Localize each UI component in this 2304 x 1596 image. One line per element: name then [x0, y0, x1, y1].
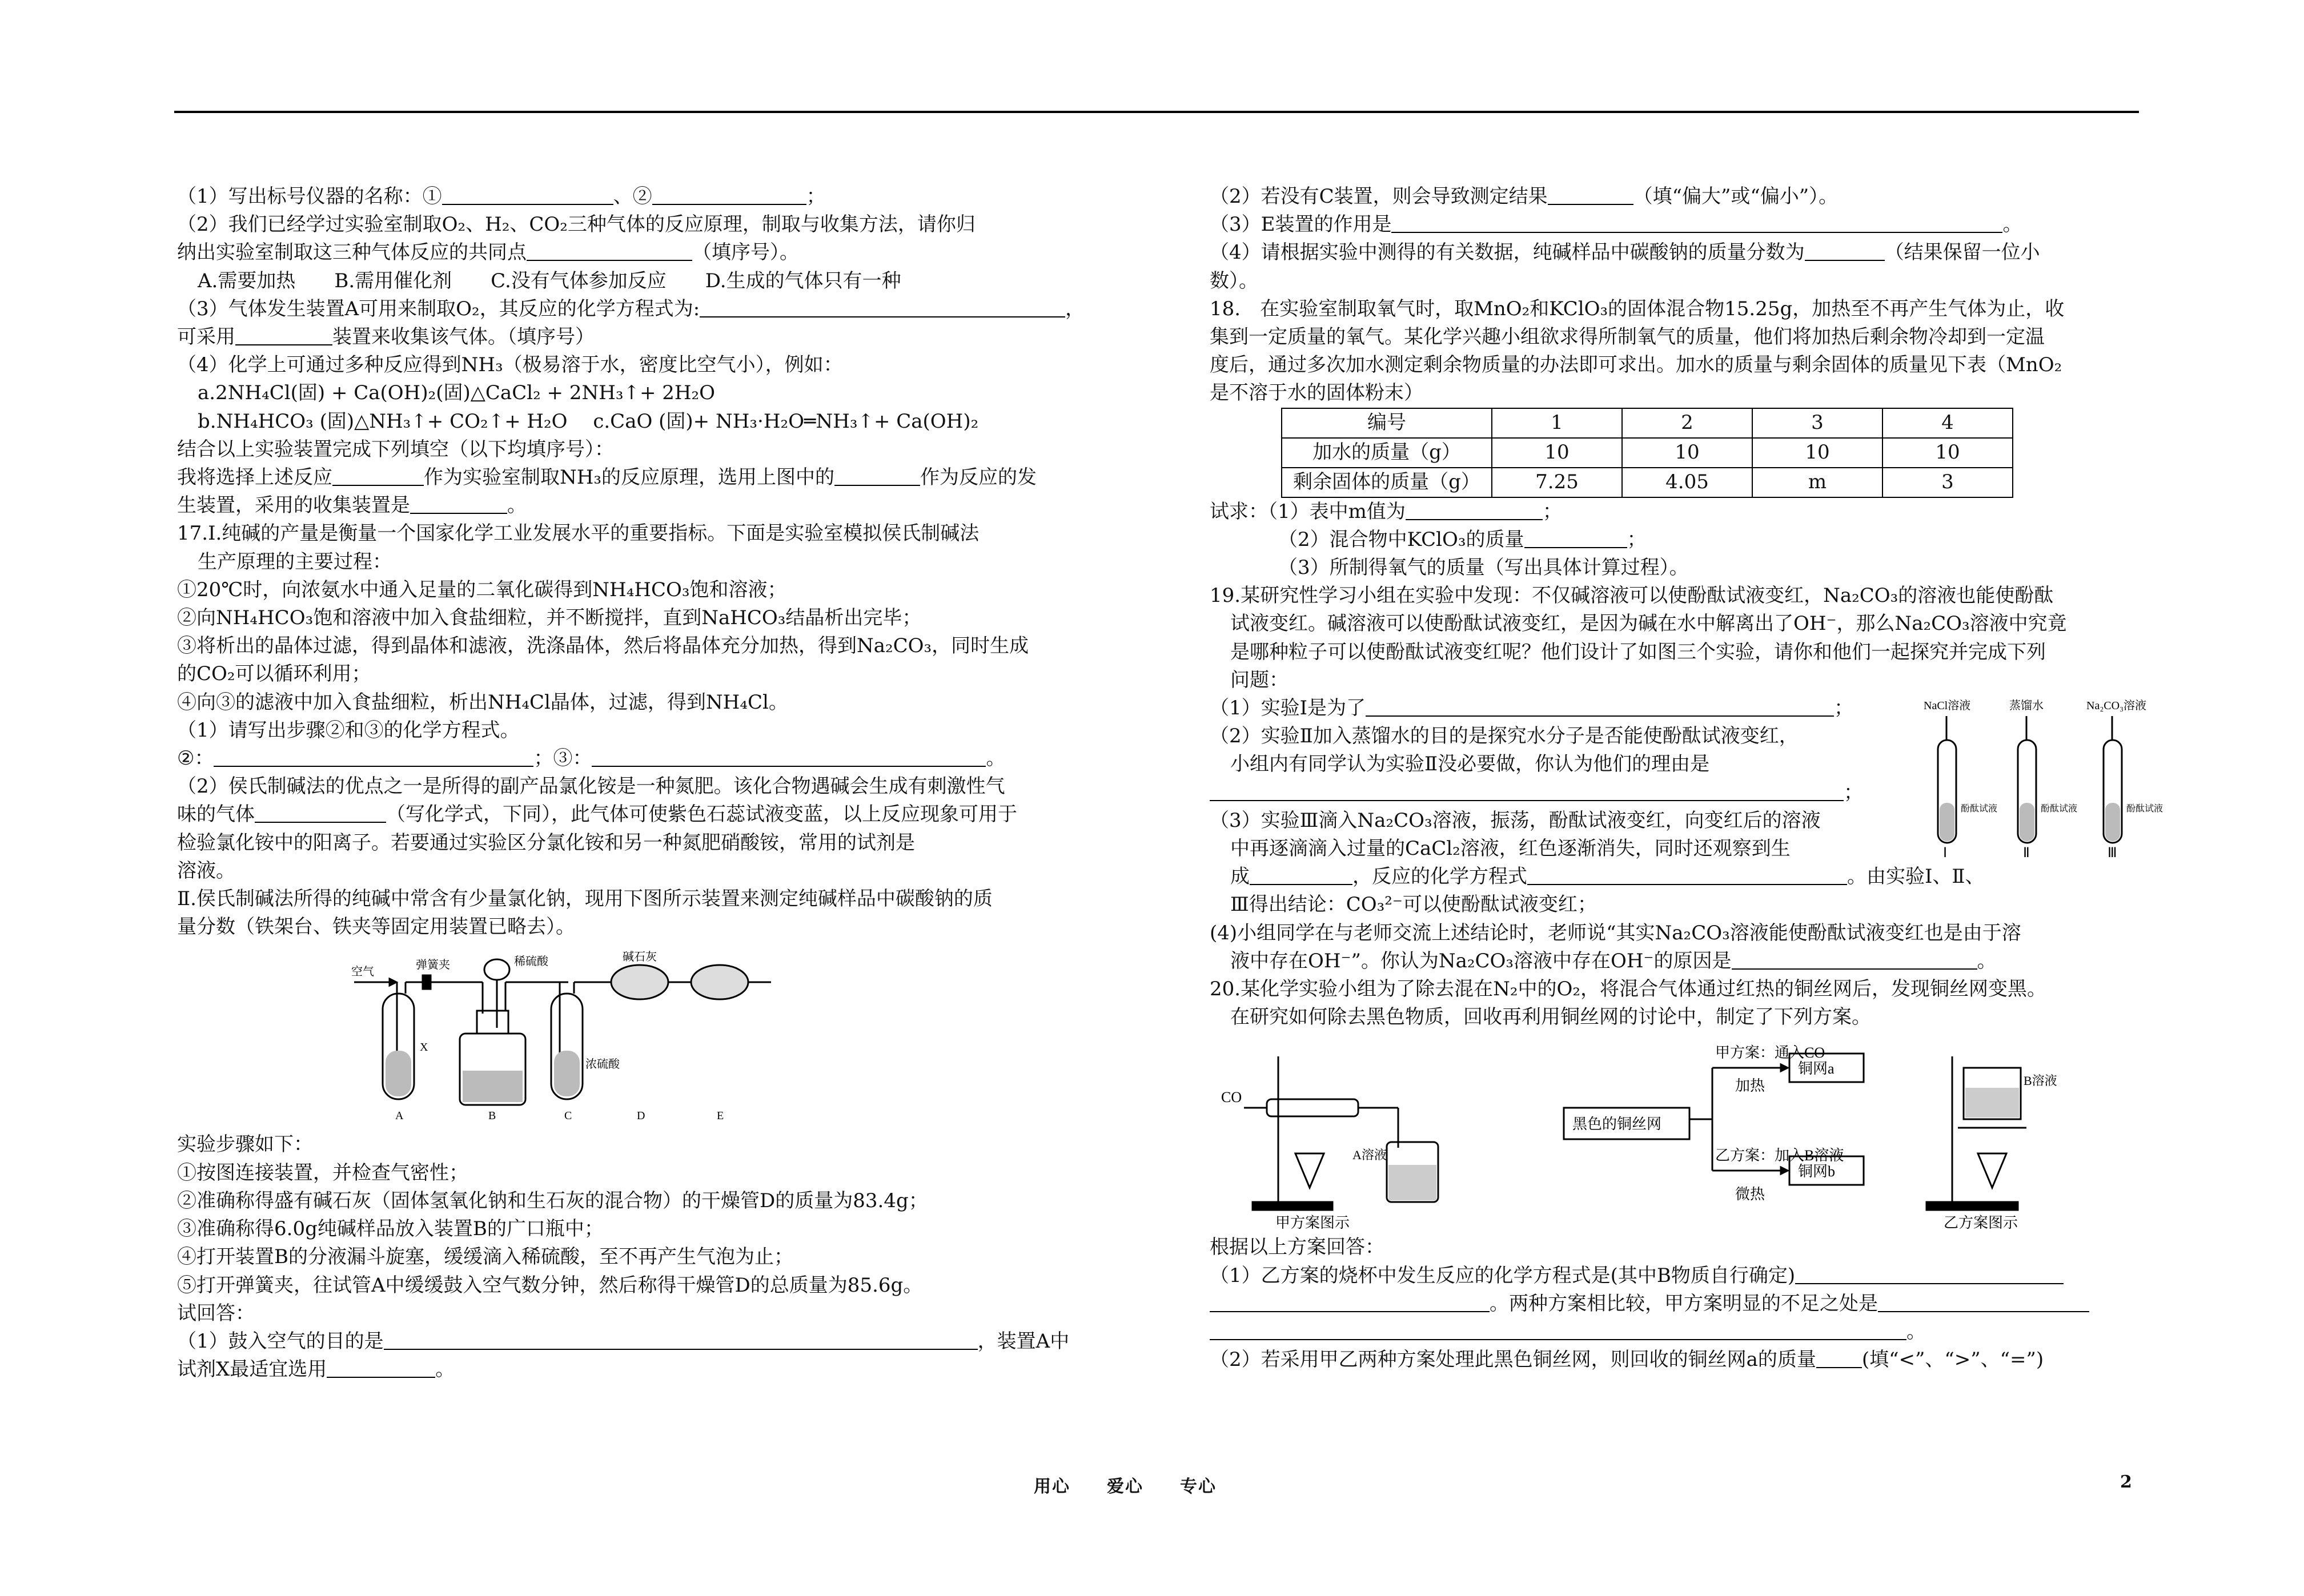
answer-blank[interactable]: [1524, 528, 1627, 548]
text-line: 试剂X最适宜选用 。: [177, 1358, 455, 1381]
answer-blank[interactable]: [1250, 865, 1352, 885]
text-line: 检验氯化铵中的阳离子。若要通过实验区分氯化铵和另一种氮肥硝酸铵，常用的试剂是: [177, 831, 915, 854]
text-line: 小组内有同学认为实验Ⅱ没必要做，你认为他们的理由是: [1230, 753, 1710, 776]
label-clamp: 弹簧夹: [416, 959, 450, 972]
text-line: （1）实验Ⅰ是为了 ；: [1210, 697, 1854, 720]
answer-blank[interactable]: [592, 746, 986, 767]
table-cell: 10: [1752, 438, 1882, 468]
footer-motto: 用心 爱心 专心: [1034, 1477, 1217, 1497]
answer-blank[interactable]: [834, 465, 920, 486]
text-line: ②准确称得盛有碱石灰（固体氢氧化钠和生石灰的混合物）的干燥管D的质量为83.4g；: [177, 1189, 928, 1212]
text-line: 17.Ⅰ.纯碱的产量是衡量一个国家化学工业发展水平的重要指标。下面是实验室模拟侯氏制碱法: [177, 522, 980, 545]
answer-blank[interactable]: [1816, 1348, 1862, 1368]
answer-blank[interactable]: [652, 184, 806, 205]
caption-jia: 甲方案图示: [1275, 1215, 1350, 1232]
table-cell: 4.05: [1622, 468, 1752, 497]
answer-blank[interactable]: [1210, 781, 1844, 801]
label-lime: 碱石灰: [623, 951, 657, 964]
table-cell: 3: [1752, 408, 1882, 438]
tube-inner-label: 酚酞试液: [2041, 804, 2078, 814]
answer-blank[interactable]: [332, 465, 424, 486]
label-yi-top: 乙方案：加入B溶液: [1715, 1147, 1844, 1164]
label-acid: 稀硫酸: [514, 955, 548, 968]
answer-blank[interactable]: [327, 1357, 435, 1378]
caption-yi: 乙方案图示: [1944, 1215, 2018, 1232]
text-line: 试液变红。碱溶液可以使酚酞试液变红，是因为碱在水中解离出了OH⁻，那么Na₂CO₃溶液中究竟: [1230, 612, 2067, 636]
tube-label-water: 蒸馏水: [2009, 699, 2044, 713]
table-cell: m: [1752, 468, 1882, 497]
answer-blank[interactable]: [384, 1329, 978, 1350]
text-line: （2）若没有C装置，则会导致测定结果 （填“偏大”或“偏小”）。: [1210, 185, 1839, 208]
table-row: [1282, 468, 2013, 497]
table-cell: 4: [1882, 408, 2013, 438]
answer-blank[interactable]: [527, 240, 692, 261]
text-line: 试求：（1）表中m值为 ；: [1210, 500, 1562, 523]
tube-label-nacl: NaCl溶液: [1924, 699, 1971, 713]
water-residue-table: [1281, 408, 2013, 498]
tube-numeral: Ⅱ: [2023, 846, 2030, 861]
text-line: 集到一定质量的氧气。某化学兴趣小组欲求得所制氧气的质量，他们将加热后剩余物冷却到一定温: [1210, 325, 2045, 349]
text-line: A.需要加热 B.需用催化剂 C.没有气体参加反应 D.生成的气体只有一种: [198, 269, 901, 292]
text-line: (4)小组同学在与老师交流上述结论时，老师说“其实Na₂CO₃溶液能使酚酞试液变红也是由于溶: [1210, 921, 2021, 944]
answer-blank[interactable]: [1878, 1292, 2089, 1312]
answer-blank[interactable]: [1805, 240, 1885, 261]
text-line: （1）写出标号仪器的名称：① 、② ；: [177, 185, 826, 208]
left-column: [177, 183, 1142, 1384]
apparatus-figure: [343, 948, 1142, 1131]
answer-blank[interactable]: [1795, 1264, 2064, 1284]
table-cell: 3: [1882, 468, 2013, 497]
table-cell: 10: [1882, 438, 2013, 468]
answer-blank[interactable]: [255, 802, 386, 823]
table-row: [1282, 438, 2013, 468]
scheme-figure: [1210, 1034, 2146, 1233]
text-line: a.2NH₄Cl(固) + Ca(OH)₂(固)△CaCl₂ + 2NH₃↑+ 2H₂O: [198, 381, 716, 405]
text-line: 结合以上实验装置完成下列填空（以下均填序号）：: [177, 437, 614, 461]
text-line: ③准确称得6.0g纯碱样品放入装置B的广口瓶中；: [177, 1217, 604, 1241]
text-line: Ⅲ得出结论：CO₃²⁻可以使酚酞试液变红；: [1230, 893, 1597, 916]
text-line: 。两种方案相比较，甲方案明显的不足之处是: [1210, 1290, 2146, 1318]
text-line: 可采用 装置来收集该气体。（填序号）: [177, 325, 595, 349]
text-line: （2）实验Ⅱ加入蒸馏水的目的是探究水分子是否能使酚酞试液变红，: [1210, 725, 1799, 748]
label-yi-bottom: 微热: [1735, 1186, 1765, 1203]
label-jia-top: 甲方案：通入CO: [1715, 1044, 1825, 1062]
text-line: 液中存在OH⁻”。你认为Na₂CO₃溶液中存在OH⁻的原因是 。: [1230, 949, 1997, 972]
label-x: X: [420, 1041, 428, 1054]
label-air: 空气: [351, 966, 374, 979]
table-cell: 加水的质量（g）: [1282, 438, 1492, 468]
text-line: b.NH₄HCO₃ (固)△NH₃↑+ CO₂↑+ H₂O c.CaO (固)+ NH₃·H₂O═NH₃↑+ Ca(OH)₂: [198, 409, 979, 433]
answer-blank[interactable]: [410, 493, 507, 514]
apparatus-diagram: [343, 948, 777, 1125]
text-line: 实验步骤如下：: [177, 1133, 313, 1156]
label-conc: 浓硫酸: [585, 1058, 620, 1071]
text-line: （3）气体发生装置A可用来制取O₂，其反应的化学方程式为: ，: [177, 297, 1085, 320]
table-cell: 编号: [1282, 408, 1492, 438]
scheme-diagram: [1210, 1034, 2146, 1231]
answer-blank[interactable]: [1210, 1292, 1490, 1312]
label-c: C: [564, 1109, 572, 1123]
text-line: 试回答：: [177, 1301, 255, 1325]
text-line: （2）侯氏制碱法的优点之一是所得的副产品氯化铵是一种氮肥。该化合物遇碱会生成有刺激性气: [177, 775, 1005, 798]
answer-blank[interactable]: [1732, 949, 1977, 970]
text-line: （4）化学上可通过多种反应得到NH₃（极易溶于水，密度比空气小），例如：: [177, 353, 843, 377]
label-jia-bottom: 加热: [1735, 1078, 1765, 1095]
tube-inner-label: 酚酞试液: [1961, 804, 1998, 814]
text-line: 在研究如何除去黑色物质，回收再利用铜丝网的讨论中，制定了下列方案。: [1230, 1006, 1871, 1029]
tube-numeral: Ⅰ: [1943, 846, 1948, 861]
label-b: B: [488, 1109, 496, 1123]
page-number: 2: [2120, 1472, 2132, 1492]
label-net-b: 铜网b: [1798, 1163, 1836, 1180]
text-line: ①20℃时，向浓氨水中通入足量的二氧化碳得到NH₄HCO₃饱和溶液；: [177, 578, 787, 601]
text-line: （1）请写出步骤②和③的化学方程式。: [177, 718, 520, 742]
text-line: ④打开装置B的分液漏斗旋塞，缓缓滴入稀硫酸，至不再产生气泡为止；: [177, 1245, 793, 1269]
answer-blank[interactable]: [1527, 865, 1847, 885]
label-a: A: [395, 1109, 404, 1123]
text-line: 生产原理的主要过程：: [198, 550, 392, 573]
text-line: 量分数（铁架台、铁夹等固定用装置已略去）。: [177, 915, 575, 939]
text-line: ⑤打开弹簧夹，往试管A中缓缓鼓入空气数分钟，然后称得干燥管D的总质量为85.6g。: [177, 1273, 923, 1297]
answer-blank[interactable]: [700, 297, 1065, 317]
text-line: ④向③的滤液中加入食盐细粒，析出NH₄Cl晶体，过滤，得到NH₄Cl。: [177, 690, 788, 714]
answer-blank[interactable]: [1366, 696, 1834, 717]
answer-blank[interactable]: [1548, 184, 1633, 205]
text-line: 的CO₂可以循环利用；: [177, 662, 371, 686]
answer-blank[interactable]: [1391, 212, 2002, 233]
text-line: （3）所制得氧气的质量（写出具体计算过程）。: [1278, 556, 1689, 580]
text-line: 中再逐滴滴入过量的CaCl₂溶液，红色逐渐消失，同时还观察到生: [1230, 837, 1791, 861]
table-cell: 10: [1622, 438, 1752, 468]
text-line: 问题：: [1230, 668, 1289, 692]
text-line: 数）。: [1210, 269, 1258, 292]
text-line: （1）鼓入空气的目的是 ，装置A中: [177, 1329, 1070, 1353]
label-co: CO: [1221, 1089, 1242, 1106]
text-line: ②： ；③： 。: [177, 747, 1006, 770]
right-column: [1210, 183, 2163, 1374]
text-line: （3）实验Ⅲ滴入Na₂CO₃溶液，振荡，酚酞试液变红，向变红后的溶液: [1210, 809, 1821, 832]
q19-block: [1210, 694, 2163, 863]
text-line: Ⅱ.侯氏制碱法所得的纯碱中常含有少量氯化钠，现用下图所示装置来测定纯碱样品中碳酸钠的质: [177, 887, 993, 911]
text-line: 成 ，反应的化学方程式 。由实验Ⅰ、Ⅱ、: [1230, 865, 1985, 889]
text-line: ③将析出的晶体过滤，得到晶体和滤液，洗涤晶体，然后将晶体充分加热，得到Na₂CO₃，同时生成: [177, 634, 1029, 658]
text-line: （2）若采用甲乙两种方案处理此黑色铜丝网，则回收的铜丝网a的质量 (填“<”、“>”、“=”): [1210, 1348, 2044, 1372]
header-rule: [174, 111, 2139, 113]
text-line: 味的气体 （写化学式，下同），此气体可使紫色石蕊试液变蓝，以上反应现象可用于: [177, 803, 1017, 826]
text-line: （4）请根据实验中测得的有关数据，纯碱样品中碳酸钠的质量分数为 （结果保留一位小: [1210, 241, 2040, 264]
text-line: 度后，通过多次加水测定剩余物质量的办法即可求出。加水的质量与剩余固体的质量见下表（MnO₂: [1210, 353, 2062, 377]
text-line: ；: [1210, 779, 1901, 807]
text-line: 生装置，采用的收集装置是 。: [177, 494, 527, 517]
text-line: 20.某化学实验小组为了除去混在N₂中的O₂，将混合气体通过红热的铜丝网后，发现铜丝网变黑。: [1210, 978, 2046, 1001]
text-line: 纳出实验室制取这三种气体反应的共同点 （填序号）。: [177, 241, 799, 264]
table-cell: 2: [1622, 408, 1752, 438]
answer-blank[interactable]: [214, 746, 533, 767]
label-e: E: [717, 1109, 724, 1123]
text-line: 溶液。: [177, 859, 235, 882]
text-line: （3）E装置的作用是 。: [1210, 213, 2022, 236]
table-cell: 剩余固体的质量（g）: [1282, 468, 1492, 497]
answer-blank[interactable]: [235, 325, 332, 345]
text-line: 。: [1210, 1318, 2146, 1346]
label-net-a: 铜网a: [1798, 1060, 1835, 1078]
label-black-net: 黑色的铜丝网: [1572, 1116, 1662, 1133]
tube-inner-label: 酚酞试液: [2126, 804, 2163, 814]
table-row: [1282, 408, 2013, 438]
tube-label-na2co3: Na₂CO₃溶液: [2086, 699, 2147, 713]
tube-numeral: Ⅲ: [2108, 846, 2117, 861]
text-line: ②向NH₄HCO₃饱和溶液中加入食盐细粒，并不断搅拌，直到NaHCO₃结晶析出完毕；: [177, 606, 922, 630]
text-line: （2）我们已经学过实验室制取O₂、H₂、CO₂三种气体的反应原理，制取与收集方法，请你归: [177, 213, 976, 236]
text-line: 19.某研究性学习小组在实验中发现：不仅碱溶液可以使酚酞试液变红，Na₂CO₃的溶液也能使酚酞: [1210, 584, 2054, 608]
text-line: 根据以上方案回答：: [1210, 1236, 1384, 1259]
text-line: （1）乙方案的烧杯中发生反应的化学方程式是(其中B物质自行确定): [1210, 1262, 2146, 1290]
answer-blank[interactable]: [1210, 1320, 1906, 1340]
text-line: 是不溶于水的固体粉末）: [1210, 381, 1423, 405]
label-a-solution: A溶液: [1352, 1148, 1387, 1163]
text-line: ①按图连接装置，并检查气密性；: [177, 1161, 468, 1184]
table-cell: 7.25: [1492, 468, 1622, 497]
text-line: 18. 在实验室制取氧气时，取MnO₂和KClO₃的固体混合物15.25g，加热至不再产生气体为止，收: [1210, 297, 2065, 320]
text-line: 是哪种粒子可以使酚酞试液变红呢？他们设计了如图三个实验，请你和他们一起探究并完成下列: [1230, 640, 2046, 664]
answer-blank[interactable]: [442, 184, 613, 205]
text-line: 我将选择上述反应 作为实验室制取NH₃的反应原理，选用上图中的 作为反应的发: [177, 466, 1037, 489]
label-b-solution: B溶液: [2024, 1074, 2057, 1088]
table-cell: 10: [1492, 438, 1622, 468]
label-d: D: [637, 1109, 645, 1123]
table-cell: 1: [1492, 408, 1622, 438]
answer-blank[interactable]: [1406, 500, 1543, 520]
text-line: （2）混合物中KClO₃的质量 ；: [1278, 528, 1647, 551]
test-tubes-figure: [1912, 694, 2163, 861]
